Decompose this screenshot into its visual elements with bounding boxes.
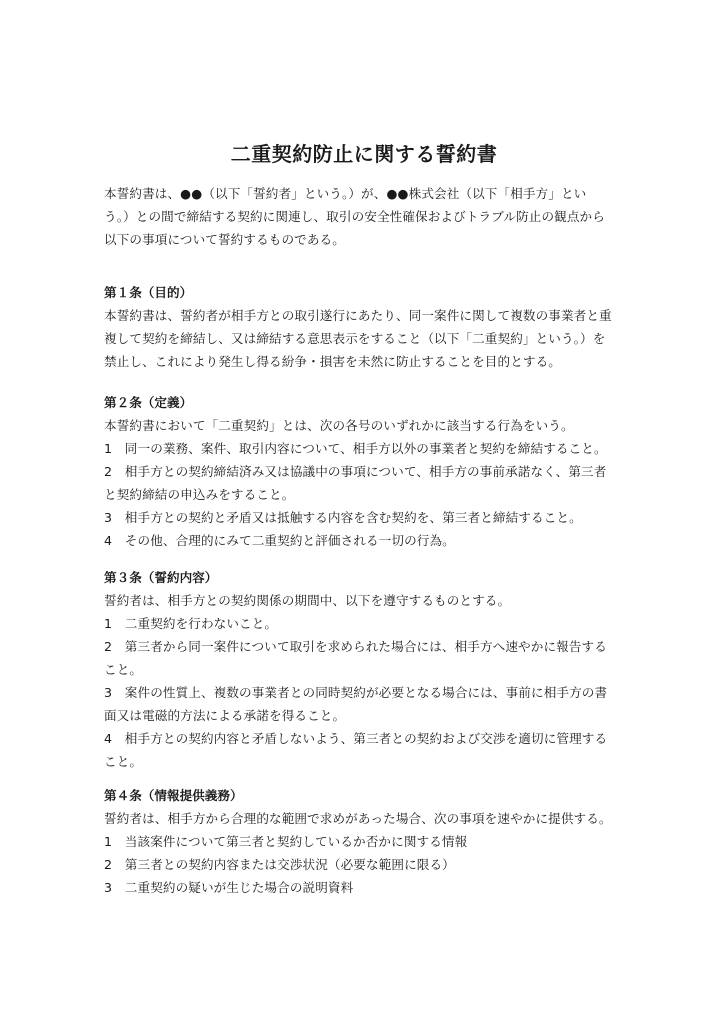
article-3 [104, 566, 624, 773]
intro-line: 以下の事項について誓約するものである。 [104, 232, 345, 247]
list-item-continuation: こと。 [104, 754, 143, 769]
list-item: 1 二重契約を行わないこと。 [104, 616, 278, 631]
list-item: 3 相手方との契約と矛盾又は抵触する内容を含む契約を、第三者と締結すること。 [104, 510, 582, 525]
list-item: 1 当該案件について第三者と契約しているか否かに関する情報 [104, 834, 468, 849]
document-title: 二重契約防止に関する誓約書 [230, 142, 498, 166]
list-item: 1 同一の業務、案件、取引内容について、相手方以外の事業者と契約を締結すること。 [104, 441, 607, 456]
list-item-continuation: と契約締結の申込みをすること。 [104, 487, 295, 502]
list-item-continuation: 面又は電磁的方法による承諾を得ること。 [104, 708, 346, 723]
article-1 [104, 281, 624, 373]
list-item-continuation: こと。 [104, 662, 143, 677]
list-item: 4 相手方との契約内容と矛盾しないよう、第三者との契約および交渉を適切に管理する [104, 731, 608, 746]
article-line: 誓約者は、相手方から合理的な範囲で求めがあった場合、次の事項を速やかに提供する。 [104, 811, 612, 826]
list-item: 2 相手方との契約締結済み又は協議中の事項について、相手方の事前承諾なく、第三者 [104, 464, 607, 479]
list-item: 2 第三者から同一案件について取引を求められた場合には、相手方へ速やかに報告する [104, 639, 607, 654]
article-line: 本誓約書は、誓約者が相手方との取引遂行にあたり、同一案件に関して複数の事業者と重 [104, 308, 612, 323]
article-heading: 第３条（誓約内容） [104, 570, 218, 585]
article-line: 複して契約を締結し、又は締結する意思表示をすること（以下「二重契約」という。）を [104, 331, 606, 346]
article-line: 本誓約書において「二重契約」とは、次の各号のいずれかに該当する行為をいう。 [104, 418, 574, 433]
list-item: 3 二重契約の疑いが生じた場合の説明資料 [104, 880, 354, 895]
article-heading: 第１条（目的） [104, 285, 193, 300]
list-item: 2 第三者との契約内容または交渉状況（必要な範囲に限る） [104, 857, 455, 872]
article-2 [104, 391, 624, 552]
intro-line: う。）との間で締結する契約に関連し、取引の安全性確保およびトラブル防止の観点から [104, 209, 605, 224]
article-line: 誓約者は、相手方との契約関係の期間中、以下を遵守するものとする。 [104, 593, 511, 608]
list-item: 3 案件の性質上、複数の事業者との同時契約が必要となる場合には、事前に相手方の書 [104, 685, 608, 700]
article-line: 禁止し、これにより発生し得る紛争・損害を未然に防止することを目的とする。 [104, 354, 561, 369]
article-heading: 第４条（情報提供義務） [104, 788, 243, 803]
article-4 [104, 784, 624, 899]
intro-line: 本誓約書は、●●（以下「誓約者」という。）が、●●株式会社（以下「相手方」とい [104, 186, 587, 201]
article-heading: 第２条（定義） [104, 395, 193, 410]
list-item: 4 その他、合理的にみて二重契約と評価される一切の行為。 [104, 533, 455, 548]
intro-paragraph [104, 182, 624, 251]
